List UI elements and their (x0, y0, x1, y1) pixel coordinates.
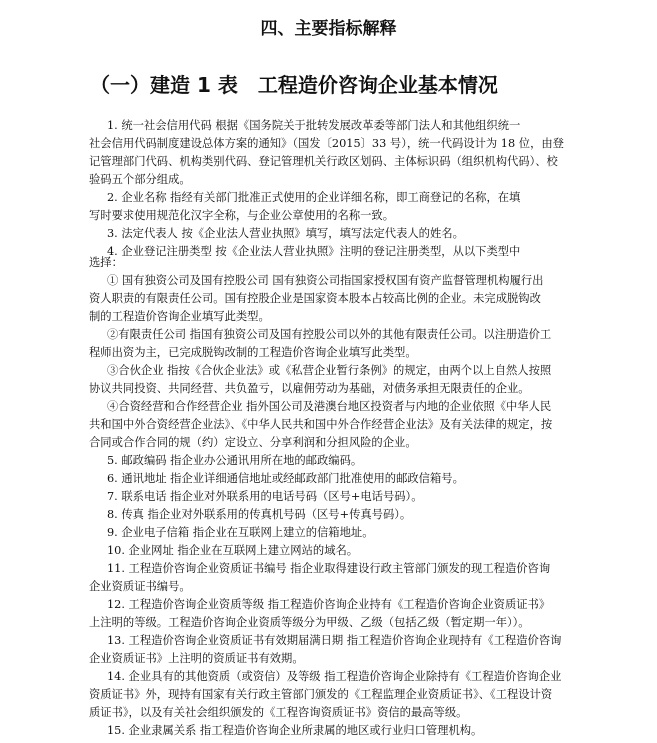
paragraph-line: 程师出资为主，已完成脱钩改制的工程造价咨询企业填写此类型。 (89, 346, 417, 359)
paragraph-line: 选择： (89, 256, 123, 269)
paragraph-line: 验码五个部分组成。 (89, 173, 191, 186)
paragraph-line: 13. 工程造价咨询企业资质证书有效期届满日期 指工程造价咨询企业现持有《工程造价咨询 (107, 634, 562, 647)
paragraph-line: 8. 传真 指企业对外联系用的传真机号码（区号+传真号码）。 (107, 508, 412, 521)
paragraph-line: 合同或合作合同的规（约）定设立、分享利润和分担风险的企业。 (89, 436, 417, 449)
paragraph-line: ① 国有独资公司及国有控股公司 国有独资公司指国家授权国有资产监督管理机构履行出 (107, 274, 544, 287)
paragraph-line: 企业资质证书编号。 (89, 580, 191, 593)
paragraph-line: 协议共同投资、共同经营、共负盈亏，以雇佣劳动为基础，对债务承担无限责任的企业。 (89, 382, 530, 395)
paragraph-line: 制的工程造价咨询企业填写此类型。 (89, 310, 270, 323)
subsection-title: （一）建造 1 表 工程造价咨询企业基本情况 (90, 73, 498, 97)
paragraph-line: 6. 通讯地址 指企业详细通信地址或经邮政部门批准使用的邮政信箱号。 (107, 472, 464, 485)
paragraph-line: 上注明的等级。工程造价咨询企业资质等级分为甲级、乙级（包括乙级（暂定期一年））。 (89, 616, 530, 629)
section-title: 四、主要指标解释 (260, 19, 397, 39)
paragraph-line: 3. 法定代表人 按《企业法人营业执照》填写，填写法定代表人的姓名。 (107, 227, 464, 240)
paragraph-line: 社会信用代码制度建设总体方案的通知》（国发〔2015〕33 号），统一代码设计为 18 位，由登 (89, 137, 564, 150)
paragraph-line: 企业资质证书》上注明的资质证书有效期。 (89, 652, 304, 665)
paragraph-line: 记管理部门代码、机构类别代码、登记管理机关行政区划码、主体标识码（组织机构代码）、校 (89, 155, 558, 168)
paragraph-line: 11. 工程造价咨询企业资质证书编号 指企业取得建设行政主管部门颁发的现工程造价咨询 (107, 562, 551, 575)
paragraph-line: ④合资经营和合作经营企业 指外国公司及港澳台地区投资者与内地的企业依照《中华人民 (107, 400, 552, 413)
paragraph-line: 1. 统一社会信用代码 根据《国务院关于批转发展改革委等部门法人和其他组织统一 (107, 119, 521, 132)
paragraph-line: 7. 联系电话 指企业对外联系用的电话号码（区号+电话号码）。 (107, 490, 423, 503)
paragraph-line: 4. 企业登记注册类型 按《企业法人营业执照》注明的登记注册类型，从以下类型中 (107, 245, 521, 258)
paragraph-line: 9. 企业电子信箱 指企业在互联网上建立的信箱地址。 (107, 526, 374, 539)
paragraph-line: 14. 企业具有的其他资质（或资信）及等级 指工程造价咨询企业除持有《工程造价咨询企业 (107, 670, 562, 683)
paragraph-line: ③合伙企业 指按《合伙企业法》或《私营企业暂行条例》的规定，由两个以上自然人按照 (107, 364, 552, 377)
paragraph-line: 写时要求使用规范化汉字全称，与企业公章使用的名称一致。 (89, 209, 395, 222)
paragraph-line: 资质证书》外，现持有国家有关行政主管部门颁发的《工程监理企业资质证书》、《工程设计资 (89, 688, 553, 701)
paragraph-line: 5. 邮政编码 指企业办公通讯用所在地的邮政编码。 (107, 454, 363, 467)
paragraph-line: 12. 工程造价咨询企业资质等级 指工程造价咨询企业持有《工程造价咨询企业资质证书》 (107, 598, 551, 611)
paragraph-line: 15. 企业隶属关系 指工程造价咨询企业所隶属的地区或行业归口管理机构。 (107, 724, 483, 737)
paragraph-line: 2. 企业名称 指经有关部门批准正式使用的企业详细名称，即工商登记的名称，在填 (107, 191, 521, 204)
paragraph-line: ②有限责任公司 指国有独资公司及国有控股公司以外的其他有限责任公司。以注册造价工 (107, 328, 552, 341)
paragraph-line: 10. 企业网址 指企业在互联网上建立网站的域名。 (107, 544, 359, 557)
paragraph-line: 资人职责的有限责任公司。国有控股企业是国家资本股本占较高比例的企业。未完成脱钩改 (89, 292, 541, 305)
paragraph-line: 共和国中外合资经营企业法》、《中华人民共和国中外合作经营企业法》及有关法律的规定，按 (89, 418, 553, 431)
paragraph-line: 质证书》，以及有关社会组织颁发的《工程咨询资质证书》资信的最高等级。 (89, 706, 468, 719)
